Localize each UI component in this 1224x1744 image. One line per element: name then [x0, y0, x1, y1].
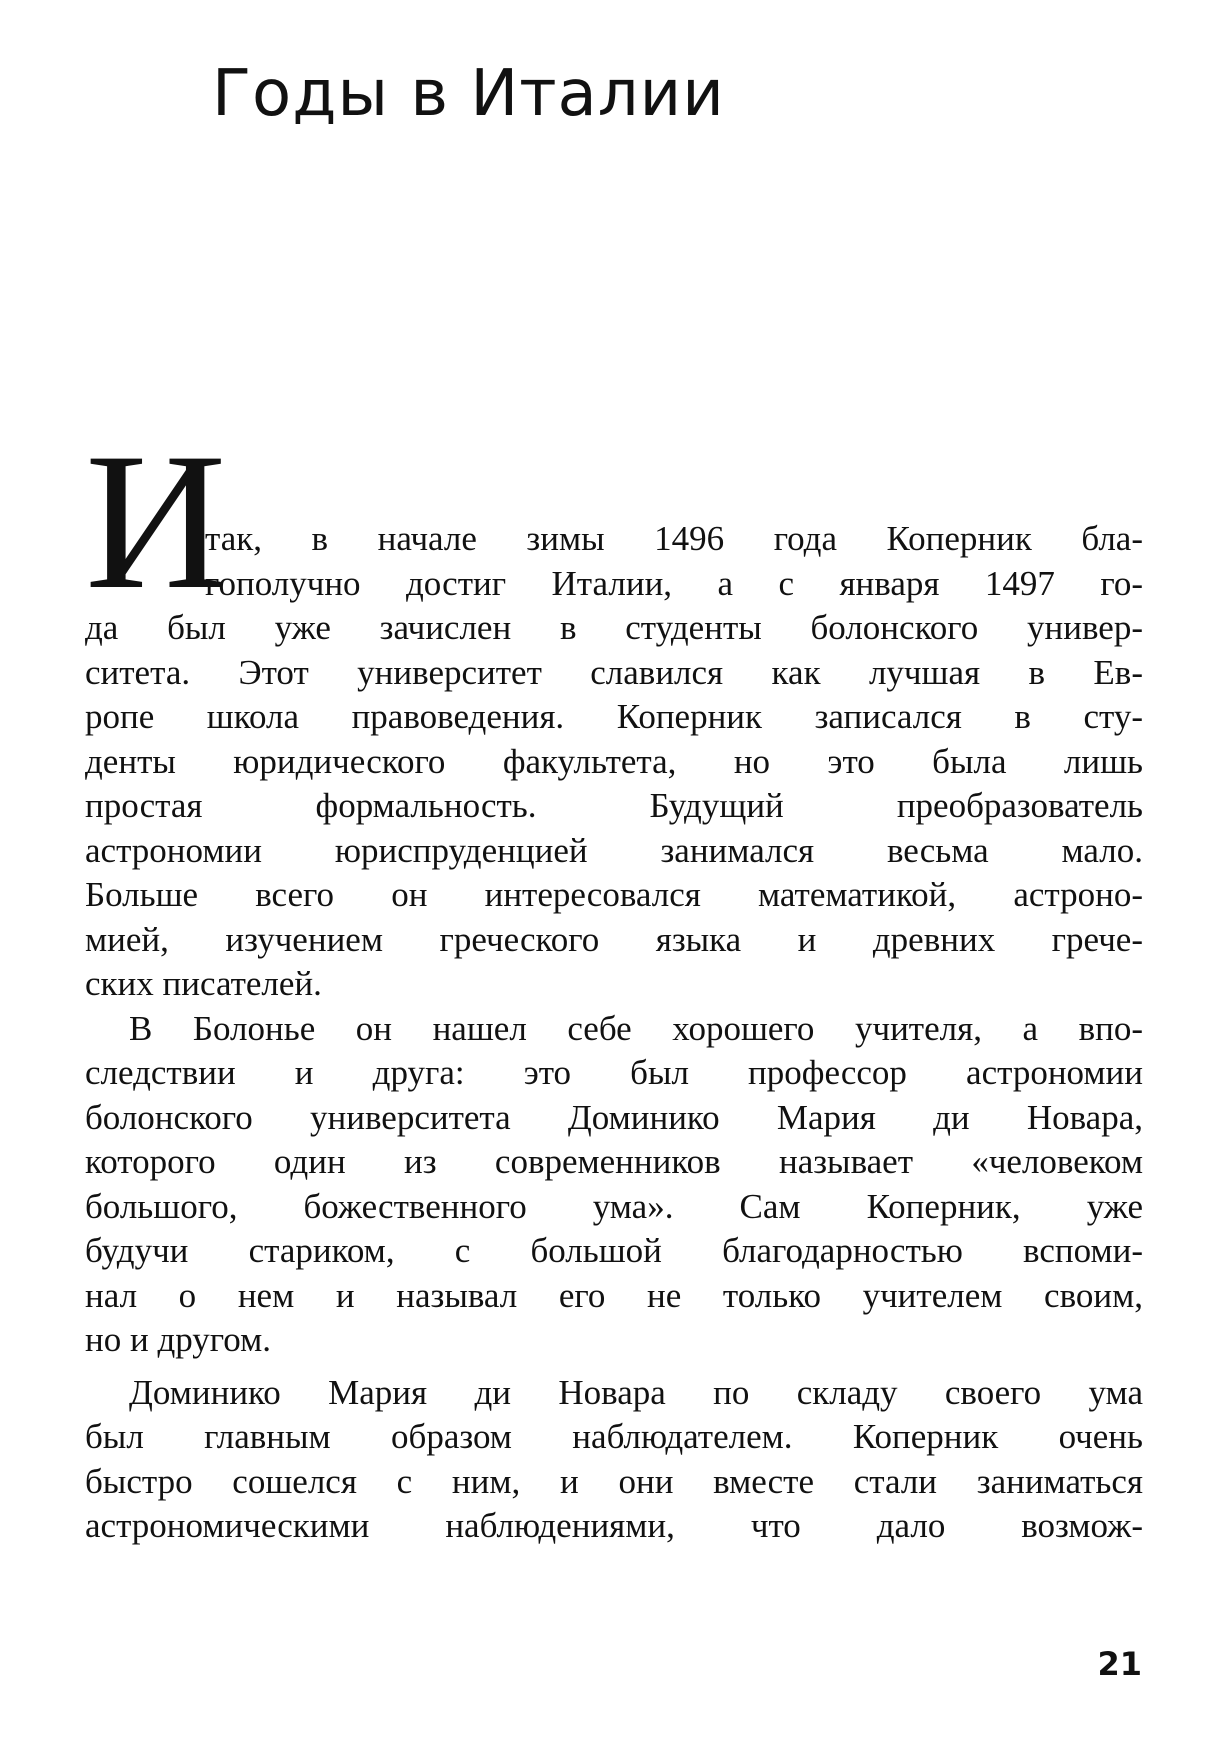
text-line: Больше всего он интересовался математикой, астроно-	[85, 875, 1143, 914]
text-line: большого, божественного ума». Сам Коперник, уже	[85, 1186, 1143, 1226]
paragraph-3	[85, 1371, 1143, 1549]
chapter-title: Годы в Италии	[212, 57, 725, 131]
text-line: следствии и друга: это был профессор астрономии	[85, 1053, 1143, 1092]
text-line: астрономическими наблюдениями, что дало возмож-	[85, 1506, 1143, 1545]
text-line: простая формальность. Будущий преобразователь	[85, 786, 1143, 825]
text-line: которого один из современников называет «человеком	[85, 1142, 1143, 1181]
text-line: нал о нем и называл его не только учителем своим,	[85, 1275, 1143, 1315]
text-line: Доминико Мария ди Новара по складу своего ума	[129, 1372, 1143, 1412]
text-line: ских писателей.	[85, 964, 322, 1003]
text-line: будучи стариком, с большой благодарностью вспоми-	[85, 1231, 1143, 1270]
text-line: ропе школа правоведения. Коперник записался в сту-	[85, 697, 1143, 736]
text-line: но и другом.	[85, 1320, 272, 1359]
paragraph-2	[85, 1007, 1143, 1363]
text-line: ситета. Этот университет славился как лучшая в Ев-	[85, 652, 1143, 692]
page-number: 21	[1097, 1645, 1142, 1683]
text-line: В Болонье он нашел себе хорошего учителя, а впо-	[129, 1008, 1143, 1048]
text-line: гополучно достиг Италии, а с января 1497 го-	[205, 563, 1143, 603]
drop-cap-spacer	[85, 440, 1143, 485]
text-line: быстро сошелся с ним, и они вместе стали заниматься	[85, 1461, 1143, 1501]
paragraph-1	[85, 440, 1143, 1007]
text-line: так, в начале зимы 1496 года Коперник бла-	[205, 519, 1143, 558]
chapter-text	[85, 413, 1143, 1549]
text-line: болонского университета Доминико Мария ди Новара,	[85, 1097, 1143, 1137]
text-line: астрономии юриспруденцией занимался весьма мало.	[85, 830, 1143, 870]
text-line: мией, изучением греческого языка и древних грече-	[85, 919, 1143, 959]
drop-cap: И	[85, 413, 227, 630]
text-line: да был уже зачислен в студенты болонского универ-	[85, 608, 1143, 647]
text-line: денты юридического факультета, но это была лишь	[85, 741, 1143, 781]
text-line: был главным образом наблюдателем. Коперник очень	[85, 1417, 1143, 1456]
